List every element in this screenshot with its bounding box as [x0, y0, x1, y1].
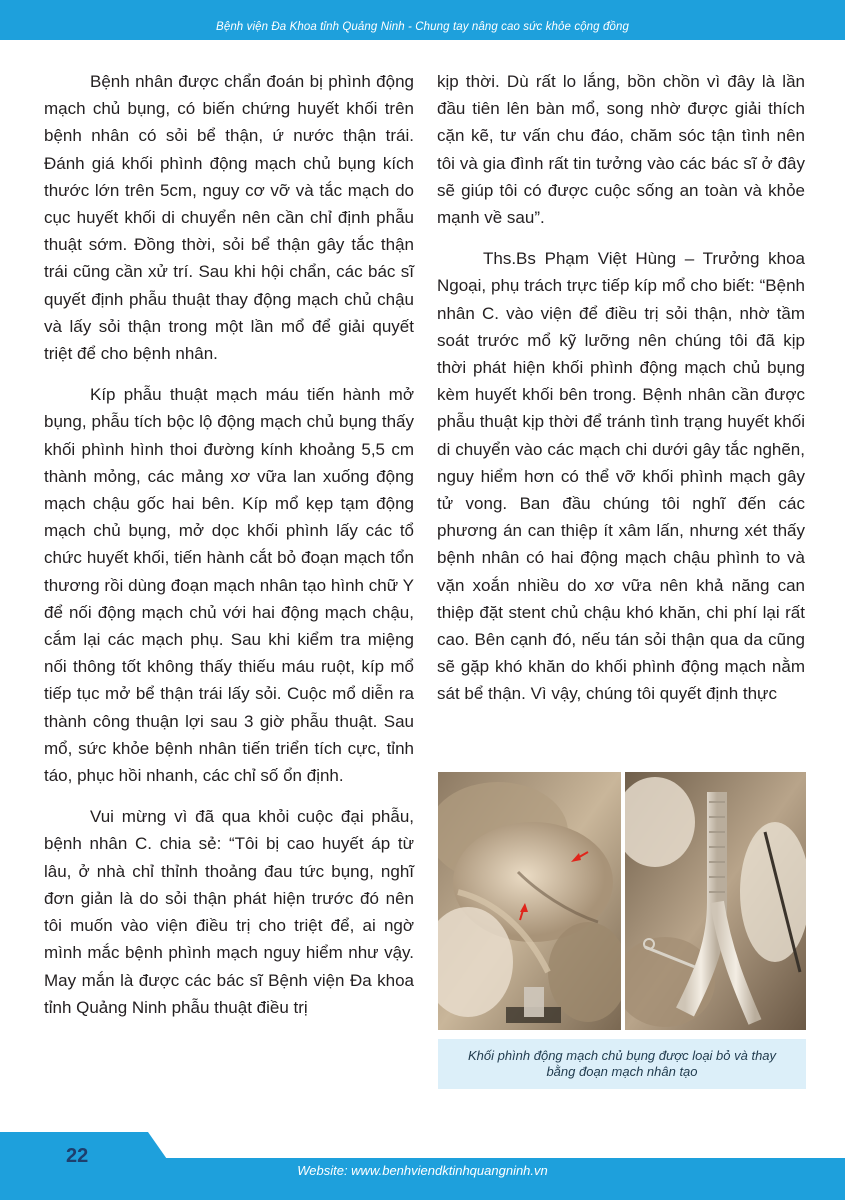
surgery-photo-graft [625, 772, 806, 1030]
surgery-photos [438, 772, 806, 1030]
page-number: 22 [66, 1145, 89, 1167]
figure-caption-text: Khối phình động mạch chủ bụng được loại bỏ và thay bằng đoạn mạch nhân tạo [467, 1048, 777, 1079]
body-paragraph: kịp thời. Dù rất lo lắng, bồn chồn vì đây là lần đầu tiên lên bàn mổ, song nhờ được giải thích cặn kẽ, tư vấn chu đáo, chăm sóc tận tình nên tôi và gia đình rất tin tưởng vào các bác sĩ ở đây sẽ giúp tôi có được cuộc sống an toàn và khỏe mạnh về sau”. [437, 72, 805, 228]
body-paragraph: Kíp phẫu thuật mạch máu tiến hành mở bụng, phẫu tích bộc lộ động mạch chủ bụng thấy khối phình hình thoi đường kính khoảng 5,5 cm thành mỏng, các mảng xơ vữa lan xuống động mạch chậu gốc hai bên. Kíp mổ kẹp tạm động mạch chủ bụng, mở dọc khối phình lấy các tổ chức huyết khối, tiến hành cắt bỏ đoạn mạch tổn thương rồi dùng đoạn mạch nhân tạo hình chữ Y để nối động mạch chủ với hai động mạch chậu, cắm lại các mạch phụ. Sau khi kiểm tra miệng nối thông tốt không thấy thiếu máu ruột, kíp mổ tiếp tục mở bể thận trái lấy sỏi. Cuộc mổ diễn ra thành công thuận lợi sau 3 giờ phẫu thuật. Sau mổ, sức khỏe bệnh nhân tiến triển tích cực, tỉnh táo, phục hồi nhanh, các chỉ số ổn định. [44, 385, 414, 786]
surgery-photo-aneurysm [438, 772, 621, 1030]
header-tagline: Bệnh viện Đa Khoa tỉnh Quảng Ninh - Chung tay nâng cao sức khỏe cộng đồng [216, 21, 629, 33]
body-paragraph: Bệnh nhân được chẩn đoán bị phình động mạch chủ bụng, có biến chứng huyết khối trên bệnh nhân có sỏi bể thận, ứ nước thận trái. Đánh giá khối phình động mạch chủ bụng kích thước lớn trên 5cm, nguy cơ vỡ và tắc mạch do cục huyết khối di chuyển nên cần chỉ định phẫu thuật sớm. Đồng thời, sỏi bể thận gây tắc thận trái cũng cần xử trí. Sau khi hội chẩn, các bác sĩ quyết định phẫu thuật thay động mạch chủ chậu và lấy sỏi thận trong một lần mổ để giải quyết triệt để cho bệnh nhân. [44, 72, 414, 364]
footer-website: Website: www.benhviendktinhquangninh.vn [297, 1163, 548, 1178]
figure-caption [438, 1039, 806, 1089]
right-column [437, 68, 805, 722]
body-paragraph: Ths.Bs Phạm Việt Hùng – Trưởng khoa Ngoại, phụ trách trực tiếp kíp mổ cho biết: “Bệnh nhân C. vào viện để điều trị sỏi thận, nhờ tầm soát trước mổ kỹ lưỡng nên chúng tôi đã kịp thời phát hiện khối phình động mạch chủ bụng kèm huyết khối bên trong. Bệnh nhân cần được phẫu thuật kịp thời để tránh tình trạng huyết khối di chuyển vào các mạch chi dưới gây tắc nghẽn, nguy hiểm hơn có thể vỡ khối phình mạch gây tử vong. Ban đầu chúng tôi nghĩ đến các phương án can thiệp ít xâm lấn, nhưng xét thấy bệnh nhân có hai động mạch chậu phình to và vặn xoắn nhiều do xơ vữa nên khả năng can thiệp đặt stent chủ chậu khó khăn, chi phí lại rất cao. Bên cạnh đó, nếu tán sỏi thận qua da cũng sẽ gặp khó khăn do khối phình động mạch nằm sát bể thận. Vì vậy, chúng tôi quyết định thực [437, 249, 805, 704]
header-band [0, 0, 845, 40]
body-paragraph: Vui mừng vì đã qua khỏi cuộc đại phẫu, bệnh nhân C. chia sẻ: “Tôi bị cao huyết áp từ lâu, ở nhà chỉ thỉnh thoảng đau tức bụng, nghĩ đơn giản là do sỏi thận phát hiện trước đó nên tôi muốn vào viện điều trị cho triệt để, ai ngờ mình mắc bệnh phình mạch nguy hiểm như vậy. May mắn là được các bác sĩ Bệnh viện Đa khoa tỉnh Quảng Ninh phẫu thuật điều trị [44, 807, 414, 1017]
left-column [44, 68, 414, 1035]
